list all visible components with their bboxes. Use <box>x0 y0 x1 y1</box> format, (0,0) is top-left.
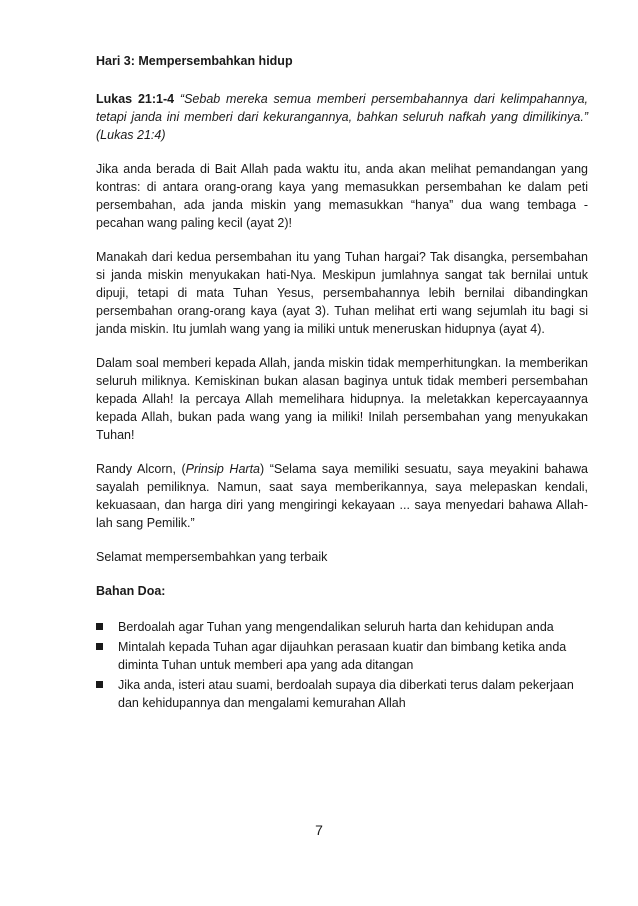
alcorn-quote-paragraph <box>96 460 588 532</box>
square-bullet-icon <box>96 643 103 650</box>
prayer-item-text: Mintalah kepada Tuhan agar dijauhkan perasaan kuatir dan bimbang ketika anda diminta Tuhan untuk memberi apa yang ada ditangan <box>118 640 567 672</box>
square-bullet-icon <box>96 623 103 630</box>
prayer-item-text: Berdoalah agar Tuhan yang mengendalikan seluruh harta dan kehidupan anda <box>118 620 554 634</box>
scripture-paragraph <box>96 90 588 144</box>
prayer-item <box>96 618 588 636</box>
prayer-list <box>96 618 588 712</box>
body-paragraph-1: Jika anda berada di Bait Allah pada waktu itu, anda akan melihat pemandangan yang kontras: di antara orang-orang kaya yang memasukkan persembahan ke dalam peti persembahan, ada janda miskin yang memasukkan “hanya” dua wang tembaga - pecahan wang paling kecil (ayat 2)! <box>96 162 588 230</box>
alcorn-book-title: Prinsip Harta <box>185 462 260 476</box>
document-body <box>96 52 588 714</box>
alcorn-quote-text: ) “Selama saya memiliki sesuatu, saya meyakini bahawa sayalah pemiliknya. Namun, saat saya memberikannya, saya melepaskan kendali, kekuasaan, dan harga diri yang mengiringi kekayaan ... saya menyedari bahawa Allah-lah sang Pemilik.” <box>96 462 588 530</box>
closing-line: Selamat mempersembahkan yang terbaik <box>96 550 328 564</box>
prayer-heading: Bahan Doa: <box>96 584 166 598</box>
alcorn-author: Randy Alcorn, ( <box>96 462 186 476</box>
prayer-item-text: Jika anda, isteri atau suami, berdoalah supaya dia diberkati terus dalam pekerjaan dan kehidupannya dan mengalami kemurahan Allah <box>118 678 574 710</box>
day-title: Hari 3: Mempersembahkan hidup <box>96 54 293 68</box>
scripture-reference: Lukas 21:1-4 <box>96 92 175 106</box>
prayer-item <box>96 676 588 712</box>
prayer-item <box>96 638 588 674</box>
square-bullet-icon <box>96 681 103 688</box>
body-paragraph-2: Manakah dari kedua persembahan itu yang Tuhan hargai? Tak disangka, persembahan si janda miskin menyukakan hati-Nya. Meskipun jumlahnya sangat tak bernilai untuk dipuji, tetapi di mata Tuhan Yesus, persembahannya lebih bernilai dibandingkan persembahan orang-orang kaya (ayat 3). Tuhan melihat erti wang sejumlah itu bagi si janda miskin. Itu jumlah wang yang ia miliki untuk meneruskan hidupnya (ayat 4). <box>96 250 588 336</box>
page-number: 7 <box>315 822 323 838</box>
scripture-quote: “Sebab mereka semua memberi persembahannya dari kelimpahannya, tetapi janda ini memberi dari kekurangannya, bahkan seluruh nafkah yang dimilikinya.” (Lukas 21:4) <box>96 92 588 142</box>
body-paragraph-3: Dalam soal memberi kepada Allah, janda miskin tidak memperhitungkan. Ia memberikan seluruh miliknya. Kemiskinan bukan alasan baginya untuk tidak memberi persembahan kepada Allah! Ia percaya Allah memelihara hidupnya. Ia meletakkan kepercayaannya kepada Allah, bukan pada wang yang ia miliki! Inilah persembahan yang menyukakan Tuhan! <box>96 356 588 442</box>
